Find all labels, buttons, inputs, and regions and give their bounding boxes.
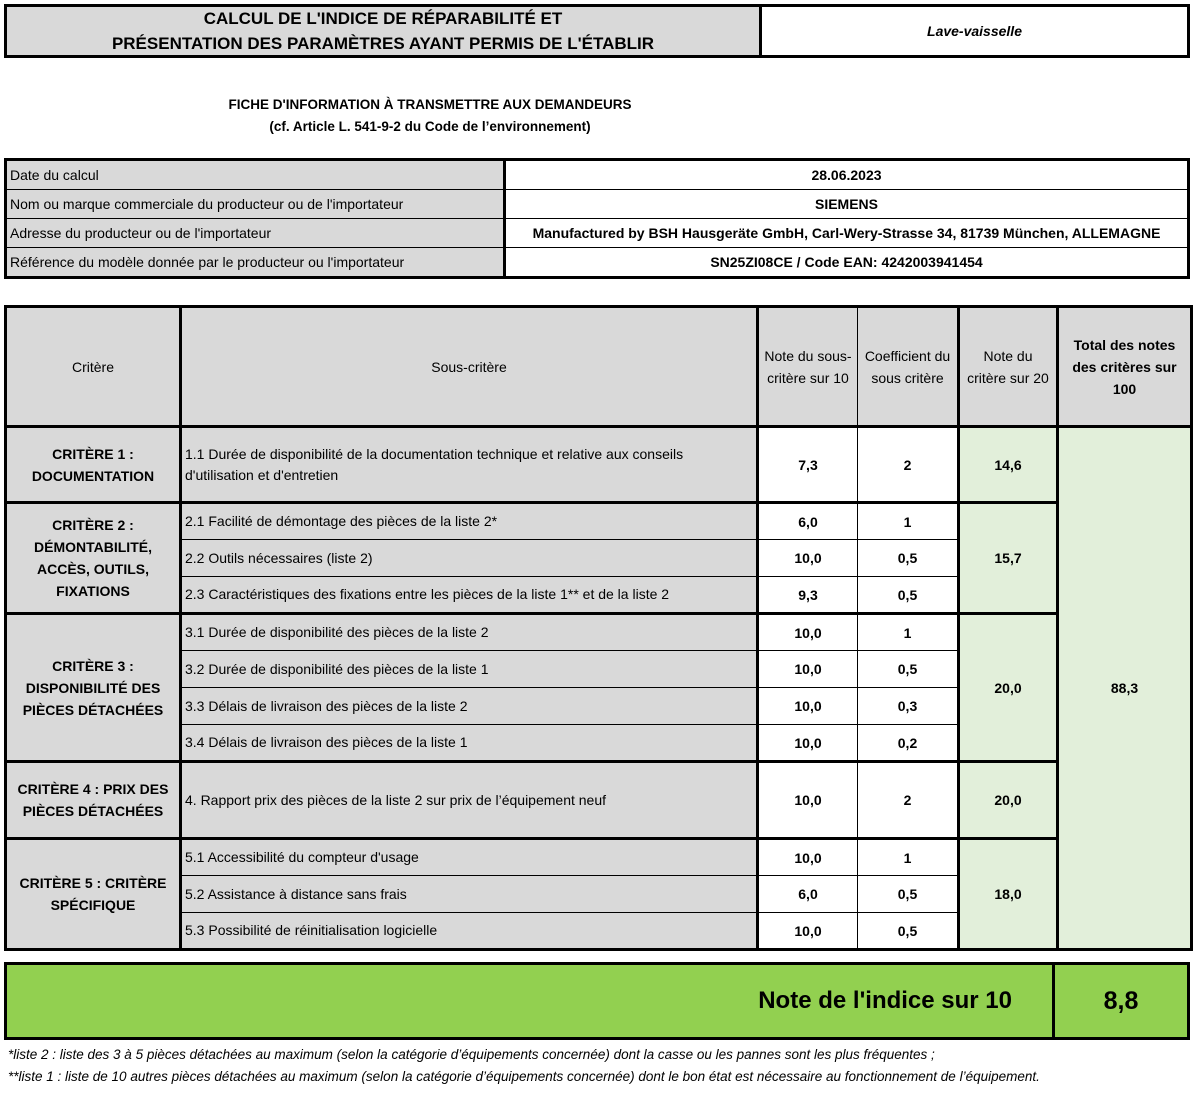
- criterion-score: 15,7: [959, 503, 1058, 614]
- sub-criterion-coefficient: 0,5: [858, 913, 959, 950]
- sub-criterion-note: 10,0: [758, 651, 858, 688]
- sub-criterion-label: 4. Rapport prix des pièces de la liste 2 sur prix de l’équipement neuf: [181, 762, 758, 839]
- subtitle-line-2: (cf. Article L. 541-9-2 du Code de l’environnement): [269, 119, 591, 134]
- sub-criterion-label: 3.2 Durée de disponibilité des pièces de la liste 1: [181, 651, 758, 688]
- info-row: [6, 160, 1189, 190]
- table-row: [6, 762, 1192, 839]
- criterion-score: 14,6: [959, 427, 1058, 503]
- col-header-note-critere: Note du critère sur 20: [959, 307, 1058, 427]
- criterion-label: CRITÈRE 5 : CRITÈRE SPÉCIFIQUE: [6, 839, 181, 950]
- sub-criterion-label: 1.1 Durée de disponibilité de la documentation technique et relative aux conseils d'utilisation et d'entretien: [181, 427, 758, 503]
- footnotes: [8, 1044, 1108, 1088]
- product-type: Lave-vaisselle: [927, 23, 1022, 39]
- title-line-2: PRÉSENTATION DES PARAMÈTRES AYANT PERMIS DE L'ÉTABLIR: [111, 34, 655, 53]
- sub-criterion-coefficient: 1: [858, 839, 959, 876]
- total-score: 88,3: [1058, 427, 1192, 950]
- sub-criterion-coefficient: 2: [858, 427, 959, 503]
- criterion-label: CRITÈRE 3 : DISPONIBILITÉ DES PIÈCES DÉTACHÉES: [6, 614, 181, 762]
- footnote-liste-2: *liste 2 : liste des 3 à 5 pièces détachées au maximum (selon la catégorie d’équipements concernée) dont la casse ou les pannes sont les plus fréquentes ;: [8, 1047, 935, 1062]
- info-label: Nom ou marque commerciale du producteur ou de l'importateur: [6, 190, 505, 219]
- table-row: [6, 503, 1192, 540]
- sub-criterion-label: 5.1 Accessibilité du compteur d'usage: [181, 839, 758, 876]
- table-header-row: [6, 307, 1192, 427]
- sub-criterion-note: 10,0: [758, 614, 858, 651]
- sub-criterion-note: 10,0: [758, 540, 858, 577]
- info-row: [6, 248, 1189, 278]
- sub-criterion-label: 3.1 Durée de disponibilité des pièces de la liste 2: [181, 614, 758, 651]
- info-value: 28.06.2023: [505, 160, 1189, 190]
- sub-criterion-note: 9,3: [758, 577, 858, 614]
- sub-criterion-coefficient: 0,5: [858, 540, 959, 577]
- criterion-score: 18,0: [959, 839, 1058, 950]
- sub-criterion-note: 10,0: [758, 839, 858, 876]
- sub-criterion-label: 3.3 Délais de livraison des pièces de la liste 2: [181, 688, 758, 725]
- document-header: [4, 4, 1190, 58]
- subtitle-line-1: FICHE D'INFORMATION À TRANSMETTRE AUX DEMANDEURS: [228, 97, 632, 112]
- sub-criterion-note: 7,3: [758, 427, 858, 503]
- final-score-label: Note de l'indice sur 10: [7, 965, 1055, 1037]
- sub-criterion-note: 10,0: [758, 913, 858, 950]
- final-score-value: 8,8: [1103, 986, 1139, 1015]
- col-header-total: Total des notes des critères sur 100: [1058, 307, 1192, 427]
- info-table: [4, 158, 1190, 279]
- col-header-coefficient: Coefficient du sous critère: [858, 307, 959, 427]
- sub-criterion-label: 3.4 Délais de livraison des pièces de la liste 1: [181, 725, 758, 762]
- col-header-critere: Critère: [6, 307, 181, 427]
- sub-criterion-coefficient: 1: [858, 503, 959, 540]
- document-title: [7, 7, 762, 55]
- info-row: [6, 219, 1189, 248]
- sub-criterion-label: 2.1 Facilité de démontage des pièces de la liste 2*: [181, 503, 758, 540]
- criterion-label: CRITÈRE 4 : PRIX DES PIÈCES DÉTACHÉES: [6, 762, 181, 839]
- col-header-sous-critere: Sous-critère: [181, 307, 758, 427]
- sub-criterion-note: 6,0: [758, 503, 858, 540]
- criteria-table: [4, 305, 1193, 951]
- sub-criterion-coefficient: 0,5: [858, 876, 959, 913]
- table-row: [6, 427, 1192, 503]
- table-row: [6, 614, 1192, 651]
- sub-criterion-coefficient: 2: [858, 762, 959, 839]
- criterion-label: CRITÈRE 1 : DOCUMENTATION: [6, 427, 181, 503]
- title-line-1: CALCUL DE L'INDICE DE RÉPARABILITÉ ET: [203, 9, 563, 28]
- criterion-score: 20,0: [959, 614, 1058, 762]
- sub-criterion-coefficient: 1: [858, 614, 959, 651]
- sub-criterion-label: 5.2 Assistance à distance sans frais: [181, 876, 758, 913]
- info-row: [6, 190, 1189, 219]
- col-header-note-sous-critere: Note du sous-critère sur 10: [758, 307, 858, 427]
- footnote-liste-1: **liste 1 : liste de 10 autres pièces détachées au maximum (selon la catégorie d’équipements concernée) dont le bon état est nécessaire au fonctionnement de l’équipement.: [8, 1069, 1040, 1084]
- info-value: SIEMENS: [505, 190, 1189, 219]
- sub-criterion-coefficient: 0,5: [858, 651, 959, 688]
- sub-criterion-note: 10,0: [758, 725, 858, 762]
- sub-criterion-label: 2.2 Outils nécessaires (liste 2): [181, 540, 758, 577]
- sub-criterion-note: 6,0: [758, 876, 858, 913]
- sub-criterion-note: 10,0: [758, 688, 858, 725]
- sub-criterion-coefficient: 0,2: [858, 725, 959, 762]
- info-label: Référence du modèle donnée par le producteur ou l'importateur: [6, 248, 505, 278]
- sub-criterion-label: 2.3 Caractéristiques des fixations entre les pièces de la liste 1** et de la liste 2: [181, 577, 758, 614]
- criterion-label: CRITÈRE 2 : DÉMONTABILITÉ, ACCÈS, OUTILS, FIXATIONS: [6, 503, 181, 614]
- info-label: Date du calcul: [6, 160, 505, 190]
- info-value: Manufactured by BSH Hausgeräte GmbH, Carl-Wery-Strasse 34, 81739 München, ALLEMAGNE: [505, 219, 1189, 248]
- info-value: SN25ZI08CE / Code EAN: 4242003941454: [505, 248, 1189, 278]
- table-row: [6, 839, 1192, 876]
- sub-criterion-note: 10,0: [758, 762, 858, 839]
- sub-criterion-coefficient: 0,3: [858, 688, 959, 725]
- sub-criterion-coefficient: 0,5: [858, 577, 959, 614]
- info-label: Adresse du producteur ou de l'importateur: [6, 219, 505, 248]
- sub-criterion-label: 5.3 Possibilité de réinitialisation logicielle: [181, 913, 758, 950]
- final-score-row: [4, 962, 1190, 1040]
- criterion-score: 20,0: [959, 762, 1058, 839]
